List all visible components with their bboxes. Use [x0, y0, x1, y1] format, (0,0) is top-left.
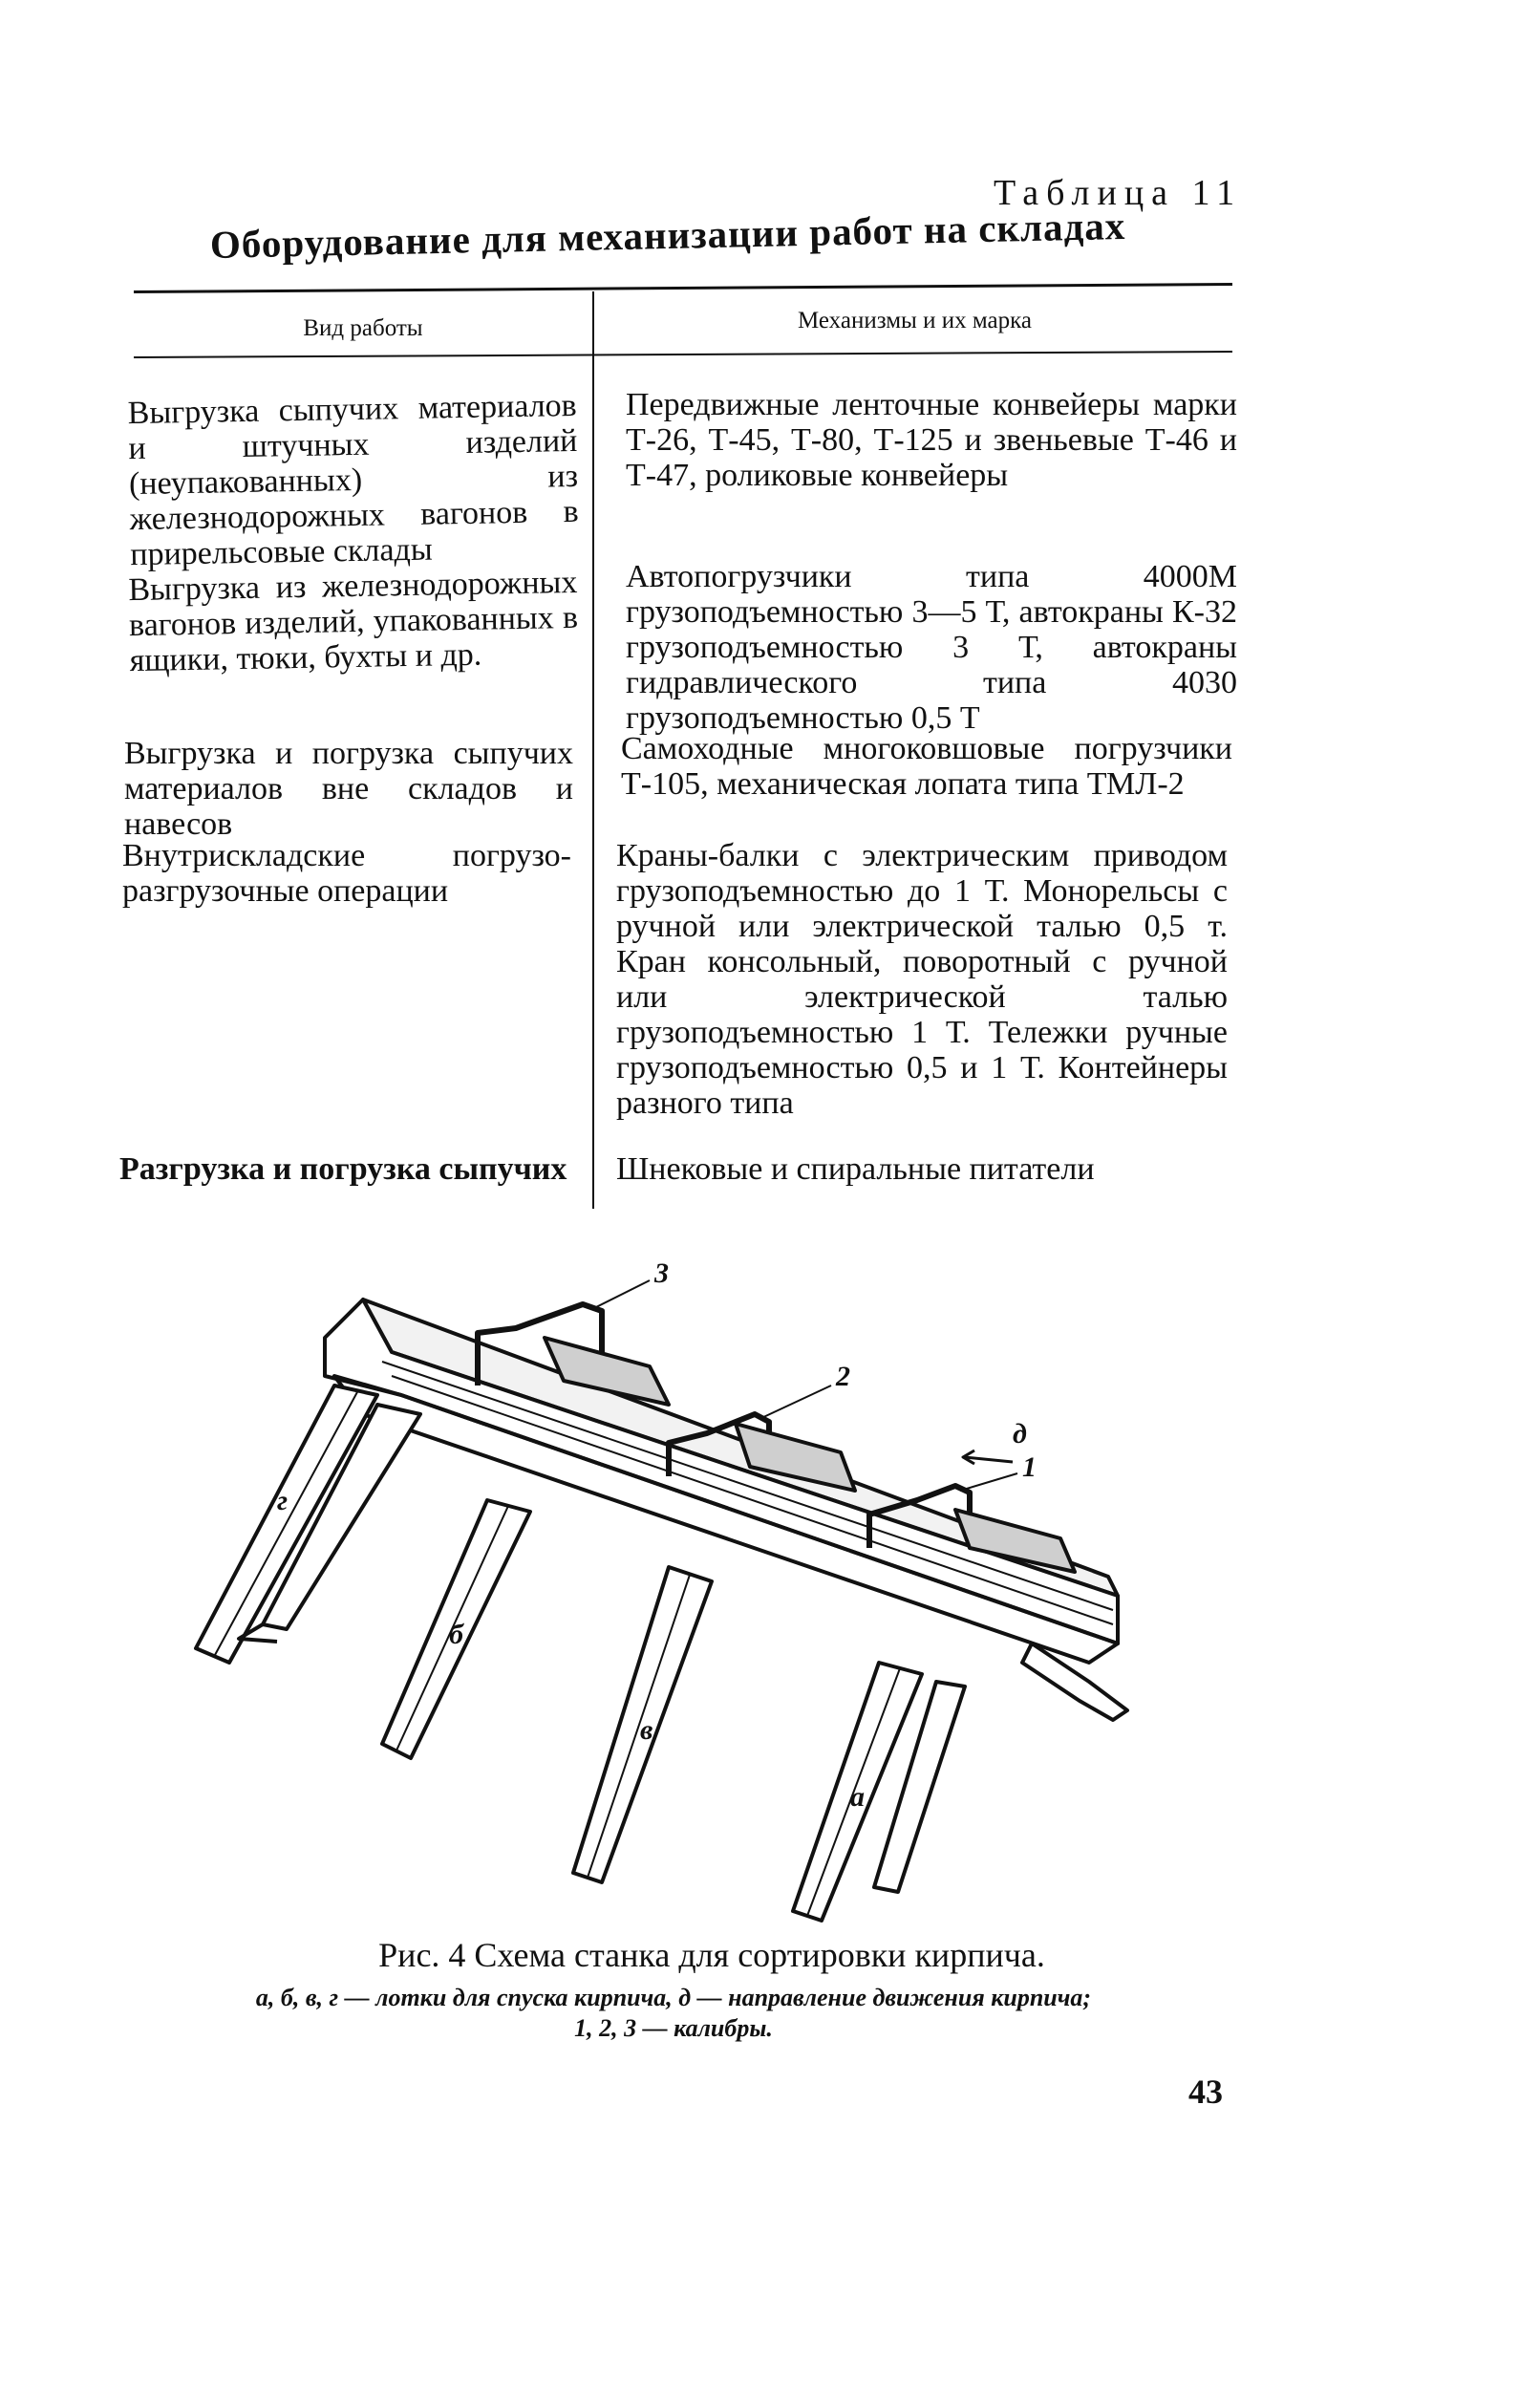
column-header-work: Вид работы	[303, 315, 423, 341]
table-row-3-work: Выгрузка и погрузка сыпучих материалов вне складов и навесов	[124, 736, 573, 842]
table-number: Таблица 11	[994, 173, 1243, 213]
figure-legend-line-2: 1, 2, 3 — калибры.	[574, 2014, 773, 2042]
column-divider	[592, 291, 594, 1209]
label-caliber-2: 2	[836, 1361, 850, 1392]
table-row-1-mechanisms: Передвижные ленточные конвейеры марки Т-26, Т-45, Т-80, Т-125 и звеньевые Т-46 и Т-47, роликовые конвейеры	[626, 387, 1237, 493]
table-title: Оборудование для механизации работ на складах	[209, 203, 1126, 267]
table-top-rule	[134, 283, 1232, 293]
figure-caption: Рис. 4 Схема станка для сортировки кирпича.	[378, 1936, 1045, 1974]
table-row-5-work: Разгрузка и погрузка сыпучих	[119, 1151, 567, 1187]
figure-legend-line-1: а, б, в, г — лотки для спуска кирпича, д — направление движения кирпича;	[255, 1984, 1092, 2011]
table-row-3-mechanisms: Самоходные многоковшовые погрузчики Т-105, механическая лопата типа ТМЛ-2	[621, 731, 1232, 802]
table-row-4-work: Внутрискладские погрузо-разгрузочные операции	[122, 838, 571, 909]
table-row-4-mechanisms: Краны-балки с электрическим приводом грузоподъемностью до 1 Т. Монорельсы с ручной или электрической талью 0,5 т. Кран консольный, поворотный с ручной или электрической талью грузоподъемностью 1 Т. Тележки ручные грузоподъемностью 0,5 и 1 Т. Контейнеры разного типа	[616, 838, 1228, 1121]
label-chute-b: б	[449, 1619, 463, 1650]
table-row-2-mechanisms: Автопогрузчики типа 4000М грузоподъемностью 3—5 Т, автокраны К-32 грузоподъемностью 3 Т, автокраны гидравлического типа 4030 грузоподъемностью 0,5 Т	[626, 559, 1237, 736]
label-caliber-3: 3	[654, 1261, 669, 1289]
table-row-2-work: Выгрузка из железнодорожных вагонов изделий, упакованных в ящики, тюки, бухты и др.	[128, 564, 579, 679]
label-chute-a: а	[850, 1781, 865, 1813]
label-chute-v: в	[640, 1714, 653, 1746]
page-number: 43	[1188, 2073, 1223, 2111]
brick-sorting-machine-figure	[172, 1261, 1251, 1930]
figure-legend	[100, 1983, 1247, 2044]
header-bottom-rule	[134, 351, 1232, 358]
label-chute-g: г	[277, 1485, 289, 1516]
label-caliber-1: 1	[1022, 1451, 1037, 1483]
label-direction: д	[1013, 1418, 1027, 1450]
machine-drawing	[172, 1261, 1251, 1930]
column-header-mechanisms: Механизмы и их марка	[798, 308, 1032, 333]
table-row-5-mechanisms: Шнековые и спиральные питатели	[616, 1151, 1095, 1187]
table-row-1-work: Выгрузка сыпучих материалов и штучных изделий (неупакованных) из железнодорожных вагонов в прирельсовые склады	[127, 387, 579, 573]
